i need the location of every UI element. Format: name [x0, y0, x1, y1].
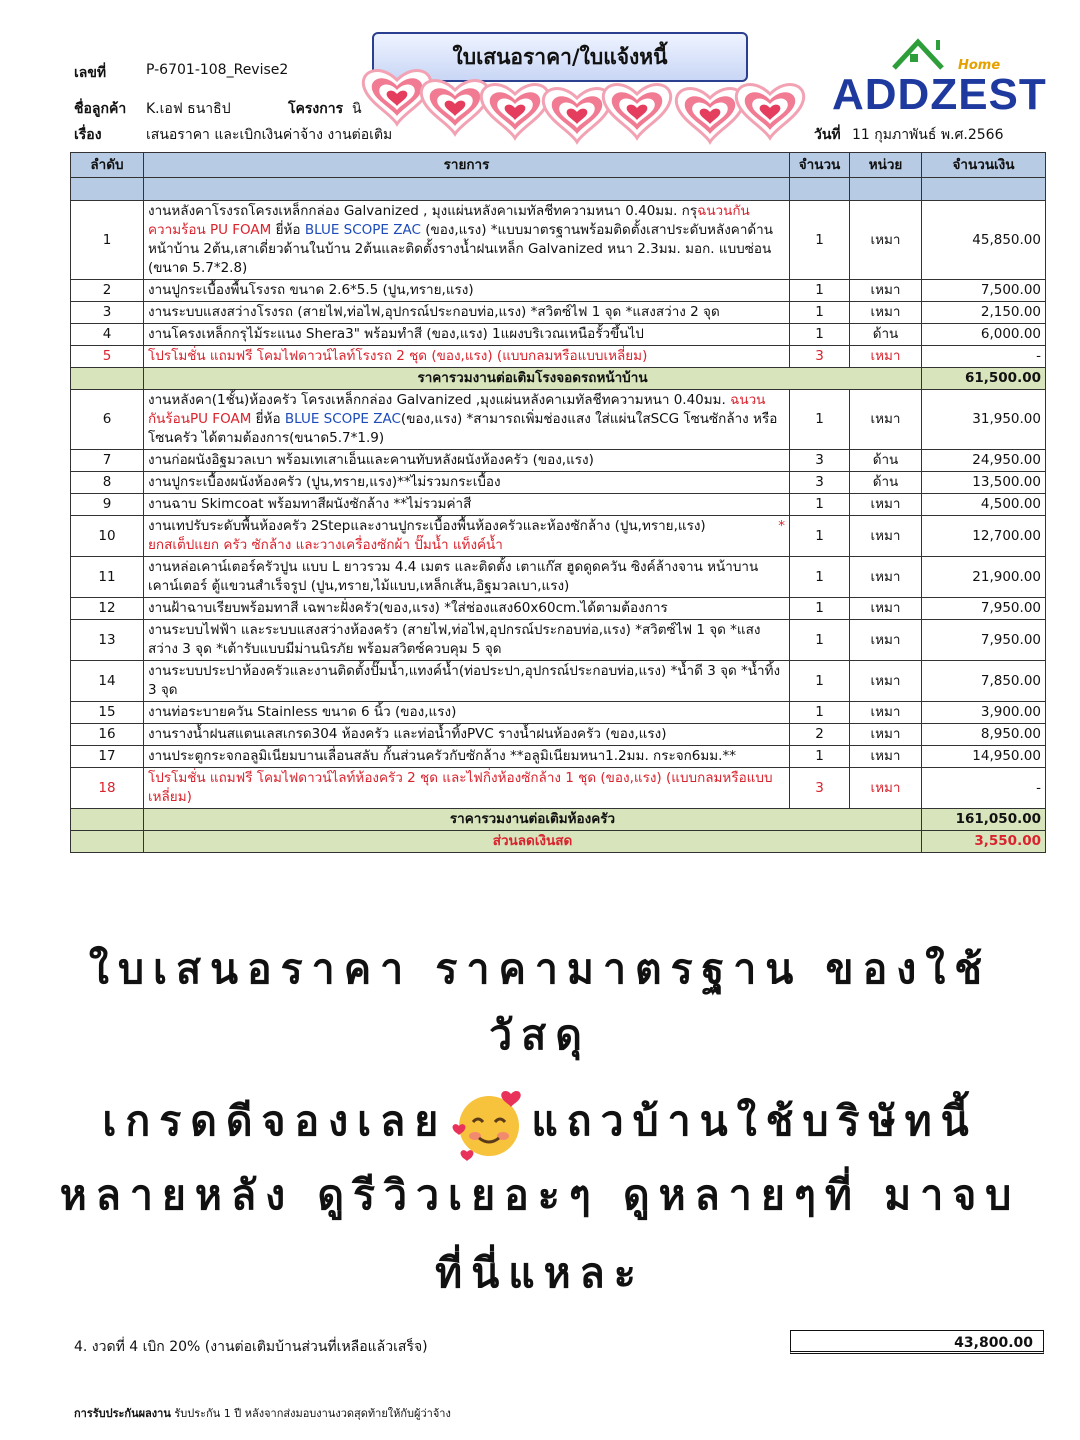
row-qty: 2: [790, 724, 850, 746]
row-qty: 1: [790, 598, 850, 620]
row-description-more: (ของ,แรง) *แบบมาตรฐานพร้อมติดตั้งเสาประดับหลังคาด้านหน้าบ้าน 2ต้น,เสาเดี่ยวด้านในบ้าน 2ต้นและติดตั้งรางน้ำฝนเหล็ก Galvanized หนา 2.3มม. มอก. แบบซ่อน (ขนาด 5.7*2.8): [148, 222, 773, 276]
table-row: [71, 661, 1046, 702]
row-amount: 14,950.00: [922, 746, 1046, 768]
row-unit: เหมา: [850, 516, 922, 557]
row-description-text: งานท่อระบายควัน Stainless ขนาด 6 นิ้ว (ของ,แรง): [148, 704, 457, 720]
smiling-face-with-hearts-icon: [451, 1086, 527, 1162]
cash-discount-label: ส่วนลดเงินสด: [144, 831, 922, 853]
row-number: 4: [71, 324, 144, 346]
row-description: [144, 494, 790, 516]
table-row: [71, 598, 1046, 620]
customer-label: ชื่อลูกค้า: [74, 101, 127, 117]
row-unit: เหมา: [850, 724, 922, 746]
row-number: 9: [71, 494, 144, 516]
row-description-text: โปรโมชั่น แถมฟรี โคมไฟดาวน์ไลท์โรงรถ 2 ชุด (ของ,แรง) (แบบกลมหรือแบบเหลี่ยม): [148, 348, 648, 364]
row-description-text: งานหลังคาโรงรถโครงเหล็กกล่อง Galvanized , มุงแผ่นหลังคาเมทัลชีทความหนา 0.40มม. กรุ: [148, 203, 698, 219]
row-number: 14: [71, 661, 144, 702]
row-amount: -: [922, 768, 1046, 809]
row-description-text: งานหลังคา(1ชั้น)ห้องครัว โครงเหล็กกล่อง Galvanized ,มุงแผ่นหลังคาเมทัลชีทความหนา 0.40มม.: [148, 392, 731, 408]
table-row: [71, 724, 1046, 746]
row-number: 5: [71, 346, 144, 368]
row-amount: 3,900.00: [922, 702, 1046, 724]
row-description: [144, 201, 790, 280]
row-number: 17: [71, 746, 144, 768]
row-amount: 12,700.00: [922, 516, 1046, 557]
row-amount: 21,900.00: [922, 557, 1046, 598]
row-qty: 3: [790, 450, 850, 472]
row-qty: 3: [790, 472, 850, 494]
subtotal-kitchen-label: ราคารวมงานต่อเติมห้องครัว: [144, 809, 922, 831]
row-description: [144, 661, 790, 702]
row-description-text: งานก่อผนังอิฐมวลเบา พร้อมเทเสาเอ็นและคานทับหลังผนังห้องครัว (ของ,แรง): [148, 452, 594, 468]
overlay-line-2: วัสดุ: [489, 1011, 591, 1059]
row-brand-name: BLUE SCOPE ZAC: [284, 411, 401, 427]
subtotal-spacer: [71, 831, 144, 853]
row-qty: 1: [790, 620, 850, 661]
row-description: [144, 724, 790, 746]
subtotal-kitchen-amount: 161,050.00: [922, 809, 1046, 831]
row-number: 16: [71, 724, 144, 746]
table-row: [71, 702, 1046, 724]
warranty-text: รับประกัน 1 ปี หลังจากส่งมอบงานงวดสุดท้ายให้กับผู้ว่าจ้าง: [170, 1407, 451, 1420]
row-qty: 1: [790, 702, 850, 724]
row-number: 6: [71, 390, 144, 450]
overlay-line-3a: เกรดดีจองเลย: [102, 1097, 448, 1145]
row-unit: เหมา: [850, 494, 922, 516]
cash-discount-amount: 3,550.00: [922, 831, 1046, 853]
table-row: [71, 516, 1046, 557]
row-brand-prefix: ยี่ห้อ: [251, 411, 285, 427]
row-description-text: งานฝ้าฉาบเรียบพร้อมทาสี เฉพาะฝั่งครัว(ของ,แรง) *ใส่ช่องแสง60x60cm.ได้ตามต้องการ: [148, 600, 668, 616]
row-description: [144, 390, 790, 450]
logo-brand: ADDZEST: [832, 70, 1047, 119]
subtotal-carport-label: ราคารวมงานต่อเติมโรงจอดรถหน้าบ้าน: [144, 368, 922, 390]
row-qty: 1: [790, 390, 850, 450]
row-amount: 8,950.00: [922, 724, 1046, 746]
row-description-text: งานเทปรับระดับพื้นห้องครัว 2Stepและงานปูกระเบื้องพื้นห้องครัวและห้องซักล้าง (ปูน,ทราย,แรง): [148, 518, 706, 534]
installment-text: 4. งวดที่ 4 เบิก 20% (งานต่อเติมบ้านส่วนที่เหลือแล้วเสร็จ): [74, 1339, 428, 1355]
row-unit: เหมา: [850, 346, 922, 368]
row-description-text: งานรางน้ำฝนสแตนเลสเกรด304 ห้องครัว และท่อน้ำทิ้งPVC รางน้ำฝนห้องครัว (ของ,แรง): [148, 726, 667, 742]
row-unit: เหมา: [850, 661, 922, 702]
header-no: ลำดับ: [71, 153, 144, 178]
overlay-line-3: [40, 1086, 1040, 1162]
date: 11 กุมภาพันธ์ พ.ศ.2566: [852, 127, 1004, 143]
row-number: 10: [71, 516, 144, 557]
hearts-sticker: [355, 58, 825, 158]
cash-discount: [71, 831, 1046, 853]
row-description-text: งานปูกระเบื้องผนังห้องครัว (ปูน,ทราย,แรง)**ไม่รวมกระเบื้อง: [148, 474, 501, 490]
warranty-note: [74, 1404, 451, 1422]
row-number: 11: [71, 557, 144, 598]
row-description-red: ยกสเต็ปแยก ครัว ซักล้าง และวางเครื่องซักผ้า ปั๊มน้ำ แท็งค์น้ำ: [148, 537, 503, 553]
row-description-more: (ของ,แรง) *สามารถเพิ่มช่องแสง ใส่แผ่นใสSCG โซนซักล้าง หรือ โซนครัว ได้ตามต้องการ(ขนาด5.7*1.9): [148, 411, 778, 446]
row-amount: 45,850.00: [922, 201, 1046, 280]
row-description: [144, 346, 790, 368]
row-amount: 13,500.00: [922, 472, 1046, 494]
overlay-line-3b: แถวบ้านใช้บริษัทนี้: [531, 1097, 978, 1145]
subtotal-spacer: [71, 809, 144, 831]
row-star-mark: *: [778, 518, 785, 534]
row-amount: -: [922, 346, 1046, 368]
row-description: [144, 746, 790, 768]
row-description: [144, 324, 790, 346]
row-description-text: งานระบบแสงสว่างโรงรถ (สายไฟ,ท่อไฟ,อุปกรณ์ประกอบท่อ,แรง) *สวิตซ์ไฟ 1 จุด *แสงสว่าง 2 จุด: [148, 304, 720, 320]
row-brand-prefix: ยี่ห้อ: [271, 222, 305, 238]
table-row: [71, 201, 1046, 280]
row-qty: 1: [790, 661, 850, 702]
row-description: [144, 620, 790, 661]
project-value: นิ: [352, 101, 362, 117]
row-amount: 7,850.00: [922, 661, 1046, 702]
quotation-table: [70, 152, 1046, 853]
subtotal-spacer: [71, 368, 144, 390]
customer-name: K.เอฟ ธนาธิป: [146, 101, 231, 117]
header-unit: หน่วย: [850, 153, 922, 178]
row-unit: เหมา: [850, 390, 922, 450]
project-label: โครงการ: [288, 101, 344, 117]
row-qty: 1: [790, 557, 850, 598]
row-description-text: โปรโมชั่น แถมฟรี โคมไฟดาวน์ไลท์ห้องครัว 2 ชุด และไฟกิ่งห้องซักล้าง 1 ชุด (ของ,แรง) (แบบกลมหรือแบบเหลี่ยม): [148, 770, 773, 805]
row-description: [144, 557, 790, 598]
row-amount: 24,950.00: [922, 450, 1046, 472]
table-row: [71, 346, 1046, 368]
row-number: 1: [71, 201, 144, 280]
row-qty: 1: [790, 324, 850, 346]
row-description: [144, 516, 790, 557]
subtotal-carport-amount: 61,500.00: [922, 368, 1046, 390]
row-number: 8: [71, 472, 144, 494]
row-number: 2: [71, 280, 144, 302]
row-qty: 1: [790, 302, 850, 324]
row-qty: 1: [790, 746, 850, 768]
row-unit: ด้าน: [850, 472, 922, 494]
doc-no: P-6701-108_Revise2: [146, 62, 289, 78]
table-row: [71, 746, 1046, 768]
row-unit: เหมา: [850, 746, 922, 768]
row-description: [144, 598, 790, 620]
row-number: 12: [71, 598, 144, 620]
row-description-text: งานระบบประปาห้องครัวและงานติดตั้งปั๊มน้ำ,แทงค์น้ำ(ท่อประปา,อุปกรณ์ประกอบท่อ,แรง) *น้ำดี 3 จุด *น้ำทิ้ง 3 จุด: [148, 663, 781, 698]
row-description-text: งานระบบไฟฟ้า และระบบแสงสว่างห้องครัว (สายไฟ,ท่อไฟ,อุปกรณ์ประกอบท่อ,แรง) *สวิตซ์ไฟ 1 จุด *แสงสว่าง 3 จุด *เต้ารับแบบมีม่านนิรภัย พร้อมสวิตซ์ควบคุม 5 จุด: [148, 622, 761, 657]
row-unit: เหมา: [850, 768, 922, 809]
row-amount: 7,950.00: [922, 598, 1046, 620]
table-row: [71, 557, 1046, 598]
row-amount: 7,950.00: [922, 620, 1046, 661]
row-unit: เหมา: [850, 557, 922, 598]
row-description: [144, 472, 790, 494]
table-row: [71, 450, 1046, 472]
row-amount: 7,500.00: [922, 280, 1046, 302]
row-description: [144, 702, 790, 724]
table-row: [71, 768, 1046, 809]
header-qty: จำนวน: [790, 153, 850, 178]
row-unit: เหมา: [850, 620, 922, 661]
row-number: 7: [71, 450, 144, 472]
row-description: [144, 280, 790, 302]
row-highlight-insulation: ฉนวน กันร้อนPU FOAM: [148, 392, 766, 427]
row-qty: 3: [790, 346, 850, 368]
table-row: [71, 390, 1046, 450]
row-number: 13: [71, 620, 144, 661]
row-description-text: งานโครงเหล็กกรุไม้ระแนง Shera3" พร้อมทำสี (ของ,แรง) 1แผงบริเวณเหนือรั้วขึ้นไป: [148, 326, 644, 342]
overlay-line-5: ที่นี่แหละ: [435, 1249, 645, 1297]
table-row: [71, 620, 1046, 661]
row-description-text: งานประตูกระจกอลูมิเนียมบานเลื่อนสลับ กั้นส่วนครัวกับซักล้าง **อลูมิเนียมหนา1.2มม. กระจก6มม.**: [148, 748, 736, 764]
overlay-line-1: ใบเสนอราคา ราคามาตรฐาน ของใช้: [88, 945, 992, 993]
header-amount: จำนวนเงิน: [922, 153, 1046, 178]
table-row: [71, 472, 1046, 494]
subtotal-carport: [71, 368, 1046, 390]
row-amount: 4,500.00: [922, 494, 1046, 516]
row-description: [144, 450, 790, 472]
table-row: [71, 302, 1046, 324]
logo-home-text: Home: [958, 58, 1001, 73]
subject: เสนอราคา และเบิกเงินค่าจ้าง งานต่อเติม: [146, 127, 393, 143]
row-amount: 2,150.00: [922, 302, 1046, 324]
row-qty: 1: [790, 201, 850, 280]
warranty-label: การรับประกันผลงาน: [74, 1407, 171, 1420]
row-unit: เหมา: [850, 598, 922, 620]
row-unit: ด้าน: [850, 450, 922, 472]
header-description: รายการ: [144, 153, 790, 178]
row-number: 18: [71, 768, 144, 809]
subtotal-kitchen: [71, 809, 1046, 831]
row-description-text: งานหล่อเคาน์เตอร์ครัวปูน แบบ L ยาวรวม 4.4 เมตร และติดตั้ง เตาแก๊ส ฮูดดูดควัน ซิงค์ล้างจาน หน้าบานเคาน์เตอร์ ตู้แขวนสำเร็จรูป (ปูน,ทราย,ไม้แบบ,เหล็กเส้น,อิฐมวลเบา,แรง): [148, 559, 759, 594]
row-brand-name: BLUE SCOPE ZAC: [304, 222, 421, 238]
row-description-text: งานฉาบ Skimcoat พร้อมทาสีผนังซักล้าง **ไม่รวมค่าสี: [148, 496, 472, 512]
row-number: 3: [71, 302, 144, 324]
row-amount: 6,000.00: [922, 324, 1046, 346]
row-qty: 1: [790, 280, 850, 302]
row-unit: เหมา: [850, 302, 922, 324]
row-number: 15: [71, 702, 144, 724]
date-label: วันที่: [814, 127, 841, 143]
table-row: [71, 494, 1046, 516]
row-unit: เหมา: [850, 201, 922, 280]
row-unit: เหมา: [850, 702, 922, 724]
installment-amount: 43,800.00: [790, 1330, 1044, 1354]
row-unit: เหมา: [850, 280, 922, 302]
subject-label: เรื่อง: [74, 127, 102, 143]
doc-no-label: เลขที่: [74, 65, 107, 81]
row-amount: 31,950.00: [922, 390, 1046, 450]
row-description: [144, 302, 790, 324]
overlay-line-4: หลายหลัง ดูรีวิวเยอะๆ ดูหลายๆที่ มาจบ: [59, 1171, 1021, 1219]
row-qty: 3: [790, 768, 850, 809]
row-qty: 1: [790, 516, 850, 557]
row-highlight-insulation: ฉนวนกัน ความร้อน PU FOAM: [148, 203, 750, 238]
row-unit: ด้าน: [850, 324, 922, 346]
table-row: [71, 324, 1046, 346]
table-row: [71, 280, 1046, 302]
row-description: [144, 768, 790, 809]
document-title: ใบเสนอราคา/ใบแจ้งหนี้: [372, 32, 748, 82]
row-description-text: งานปูกระเบื้องพื้นโรงรถ ขนาด 2.6*5.5 (ปูน,ทราย,แรง): [148, 282, 474, 298]
row-qty: 1: [790, 494, 850, 516]
